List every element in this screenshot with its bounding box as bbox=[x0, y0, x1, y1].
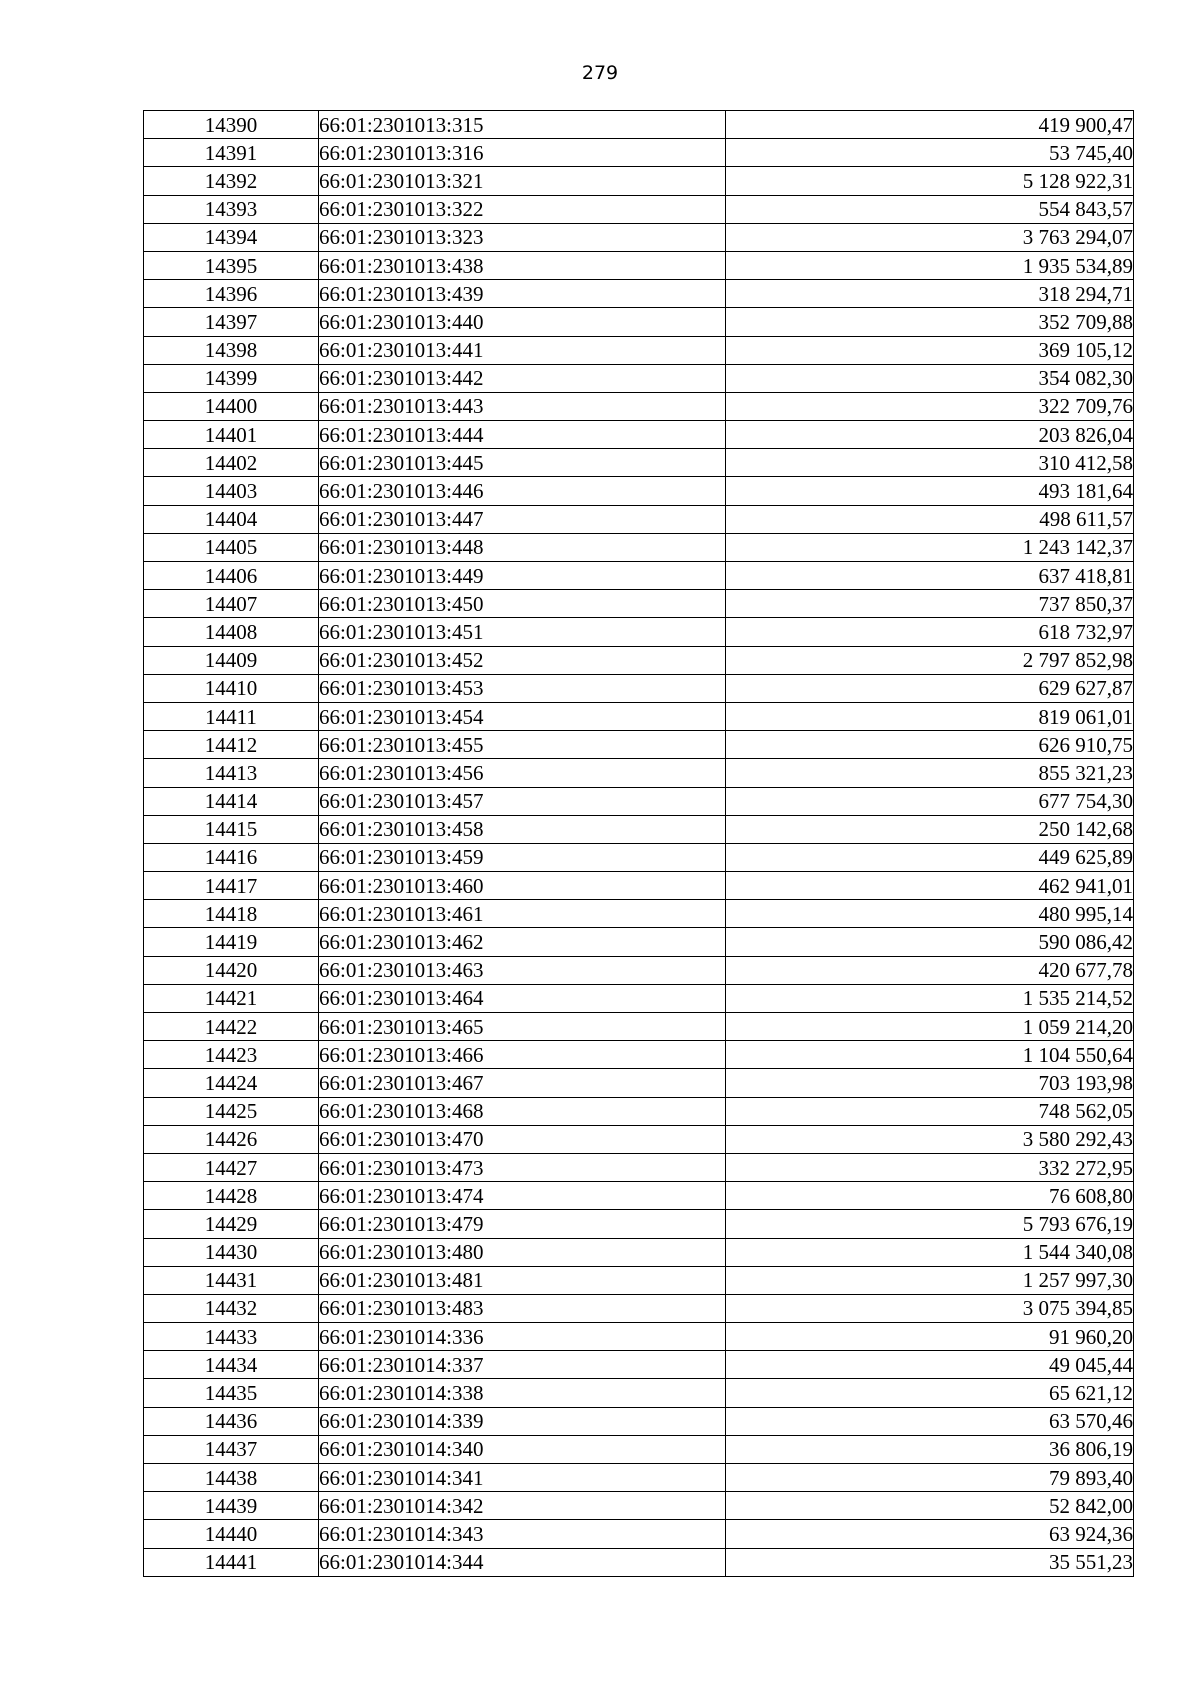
table-row bbox=[144, 477, 1134, 505]
cadastral-number-cell: 66:01:2301013:460 bbox=[319, 872, 726, 900]
cadastral-value-cell: 52 842,00 bbox=[726, 1492, 1134, 1520]
cadastral-value-cell: 91 960,20 bbox=[726, 1323, 1134, 1351]
cadastral-number-cell: 66:01:2301013:457 bbox=[319, 787, 726, 815]
cadastral-number-cell: 66:01:2301013:481 bbox=[319, 1266, 726, 1294]
table-row bbox=[144, 280, 1134, 308]
table-row bbox=[144, 618, 1134, 646]
row-number-cell: 14435 bbox=[144, 1379, 319, 1407]
cadastral-number-cell: 66:01:2301013:456 bbox=[319, 759, 726, 787]
cadastral-number-cell: 66:01:2301014:341 bbox=[319, 1464, 726, 1492]
row-number-cell: 14430 bbox=[144, 1238, 319, 1266]
cadastral-value-cell: 79 893,40 bbox=[726, 1464, 1134, 1492]
cadastral-value-cell: 1 544 340,08 bbox=[726, 1238, 1134, 1266]
cadastral-value-cell: 703 193,98 bbox=[726, 1069, 1134, 1097]
row-number-cell: 14421 bbox=[144, 984, 319, 1012]
row-number-cell: 14433 bbox=[144, 1323, 319, 1351]
cadastral-value-cell: 462 941,01 bbox=[726, 872, 1134, 900]
cadastral-number-cell: 66:01:2301013:454 bbox=[319, 702, 726, 730]
row-number-cell: 14394 bbox=[144, 223, 319, 251]
cadastral-number-cell: 66:01:2301013:465 bbox=[319, 1013, 726, 1041]
cadastral-number-cell: 66:01:2301014:344 bbox=[319, 1548, 726, 1576]
row-number-cell: 14404 bbox=[144, 505, 319, 533]
table-row bbox=[144, 731, 1134, 759]
table-row bbox=[144, 1182, 1134, 1210]
cadastral-value-cell: 63 924,36 bbox=[726, 1520, 1134, 1548]
row-number-cell: 14438 bbox=[144, 1464, 319, 1492]
table-row bbox=[144, 759, 1134, 787]
table-row bbox=[144, 674, 1134, 702]
cadastral-number-cell: 66:01:2301013:448 bbox=[319, 533, 726, 561]
row-number-cell: 14395 bbox=[144, 251, 319, 279]
table-row bbox=[144, 702, 1134, 730]
row-number-cell: 14437 bbox=[144, 1435, 319, 1463]
row-number-cell: 14411 bbox=[144, 702, 319, 730]
cadastral-value-cell: 5 793 676,19 bbox=[726, 1210, 1134, 1238]
cadastral-value-cell: 332 272,95 bbox=[726, 1153, 1134, 1181]
row-number-cell: 14414 bbox=[144, 787, 319, 815]
row-number-cell: 14406 bbox=[144, 562, 319, 590]
cadastral-number-cell: 66:01:2301013:467 bbox=[319, 1069, 726, 1097]
cadastral-number-cell: 66:01:2301014:340 bbox=[319, 1435, 726, 1463]
cadastral-value-cell: 449 625,89 bbox=[726, 843, 1134, 871]
row-number-cell: 14401 bbox=[144, 421, 319, 449]
cadastral-value-cell: 493 181,64 bbox=[726, 477, 1134, 505]
table-row bbox=[144, 449, 1134, 477]
row-number-cell: 14391 bbox=[144, 139, 319, 167]
cadastral-number-cell: 66:01:2301013:447 bbox=[319, 505, 726, 533]
row-number-cell: 14426 bbox=[144, 1125, 319, 1153]
cadastral-value-cell: 49 045,44 bbox=[726, 1351, 1134, 1379]
row-number-cell: 14392 bbox=[144, 167, 319, 195]
table-row bbox=[144, 1464, 1134, 1492]
row-number-cell: 14413 bbox=[144, 759, 319, 787]
row-number-cell: 14407 bbox=[144, 590, 319, 618]
cadastral-number-cell: 66:01:2301013:439 bbox=[319, 280, 726, 308]
table-row bbox=[144, 1266, 1134, 1294]
cadastral-number-cell: 66:01:2301013:470 bbox=[319, 1125, 726, 1153]
table-row bbox=[144, 1294, 1134, 1322]
row-number-cell: 14400 bbox=[144, 392, 319, 420]
row-number-cell: 14434 bbox=[144, 1351, 319, 1379]
cadastral-value-cell: 354 082,30 bbox=[726, 364, 1134, 392]
table-row bbox=[144, 1125, 1134, 1153]
table-row bbox=[144, 956, 1134, 984]
cadastral-value-cell: 352 709,88 bbox=[726, 308, 1134, 336]
cadastral-number-cell: 66:01:2301013:468 bbox=[319, 1097, 726, 1125]
row-number-cell: 14393 bbox=[144, 195, 319, 223]
cadastral-value-cell: 35 551,23 bbox=[726, 1548, 1134, 1576]
cadastral-value-cell: 618 732,97 bbox=[726, 618, 1134, 646]
row-number-cell: 14424 bbox=[144, 1069, 319, 1097]
cadastral-value-cell: 677 754,30 bbox=[726, 787, 1134, 815]
cadastral-number-cell: 66:01:2301013:459 bbox=[319, 843, 726, 871]
row-number-cell: 14416 bbox=[144, 843, 319, 871]
table-row bbox=[144, 336, 1134, 364]
row-number-cell: 14429 bbox=[144, 1210, 319, 1238]
cadastral-number-cell: 66:01:2301013:315 bbox=[319, 111, 726, 139]
table-row bbox=[144, 1435, 1134, 1463]
cadastral-number-cell: 66:01:2301014:343 bbox=[319, 1520, 726, 1548]
table-row bbox=[144, 421, 1134, 449]
table-row bbox=[144, 167, 1134, 195]
table-row bbox=[144, 1548, 1134, 1576]
cadastral-value-cell: 480 995,14 bbox=[726, 900, 1134, 928]
table-body bbox=[144, 111, 1134, 1577]
cadastral-number-cell: 66:01:2301013:474 bbox=[319, 1182, 726, 1210]
cadastral-value-cell: 310 412,58 bbox=[726, 449, 1134, 477]
cadastral-number-cell: 66:01:2301013:473 bbox=[319, 1153, 726, 1181]
row-number-cell: 14398 bbox=[144, 336, 319, 364]
table-row bbox=[144, 139, 1134, 167]
cadastral-number-cell: 66:01:2301013:321 bbox=[319, 167, 726, 195]
table-row bbox=[144, 392, 1134, 420]
cadastral-value-cell: 3 580 292,43 bbox=[726, 1125, 1134, 1153]
table-row bbox=[144, 1520, 1134, 1548]
cadastral-number-cell: 66:01:2301013:440 bbox=[319, 308, 726, 336]
cadastral-number-cell: 66:01:2301013:449 bbox=[319, 562, 726, 590]
row-number-cell: 14396 bbox=[144, 280, 319, 308]
cadastral-number-cell: 66:01:2301013:480 bbox=[319, 1238, 726, 1266]
cadastral-number-cell: 66:01:2301013:453 bbox=[319, 674, 726, 702]
cadastral-value-cell: 3 763 294,07 bbox=[726, 223, 1134, 251]
cadastral-number-cell: 66:01:2301013:452 bbox=[319, 646, 726, 674]
cadastral-number-cell: 66:01:2301014:339 bbox=[319, 1407, 726, 1435]
row-number-cell: 14418 bbox=[144, 900, 319, 928]
table-row bbox=[144, 928, 1134, 956]
row-number-cell: 14425 bbox=[144, 1097, 319, 1125]
cadastral-value-cell: 629 627,87 bbox=[726, 674, 1134, 702]
cadastral-value-cell: 36 806,19 bbox=[726, 1435, 1134, 1463]
table-row bbox=[144, 900, 1134, 928]
row-number-cell: 14428 bbox=[144, 1182, 319, 1210]
cadastral-value-cell: 63 570,46 bbox=[726, 1407, 1134, 1435]
cadastral-value-cell: 737 850,37 bbox=[726, 590, 1134, 618]
cadastral-number-cell: 66:01:2301013:443 bbox=[319, 392, 726, 420]
row-number-cell: 14390 bbox=[144, 111, 319, 139]
cadastral-number-cell: 66:01:2301013:483 bbox=[319, 1294, 726, 1322]
row-number-cell: 14409 bbox=[144, 646, 319, 674]
cadastral-number-cell: 66:01:2301013:461 bbox=[319, 900, 726, 928]
cadastral-value-cell: 2 797 852,98 bbox=[726, 646, 1134, 674]
cadastral-value-cell: 748 562,05 bbox=[726, 1097, 1134, 1125]
table-row bbox=[144, 815, 1134, 843]
cadastral-number-cell: 66:01:2301013:451 bbox=[319, 618, 726, 646]
cadastral-value-cell: 203 826,04 bbox=[726, 421, 1134, 449]
cadastral-value-cell: 1 535 214,52 bbox=[726, 984, 1134, 1012]
cadastral-value-cell: 322 709,76 bbox=[726, 392, 1134, 420]
table-row bbox=[144, 1210, 1134, 1238]
cadastral-number-cell: 66:01:2301013:464 bbox=[319, 984, 726, 1012]
cadastral-value-cell: 5 128 922,31 bbox=[726, 167, 1134, 195]
cadastral-value-cell: 65 621,12 bbox=[726, 1379, 1134, 1407]
table-row bbox=[144, 1351, 1134, 1379]
table-row bbox=[144, 1407, 1134, 1435]
table-row bbox=[144, 1013, 1134, 1041]
table-row bbox=[144, 111, 1134, 139]
table-row bbox=[144, 1238, 1134, 1266]
table-row bbox=[144, 1097, 1134, 1125]
table-row bbox=[144, 1153, 1134, 1181]
cadastral-value-cell: 318 294,71 bbox=[726, 280, 1134, 308]
cadastral-number-cell: 66:01:2301013:462 bbox=[319, 928, 726, 956]
row-number-cell: 14439 bbox=[144, 1492, 319, 1520]
row-number-cell: 14412 bbox=[144, 731, 319, 759]
cadastral-number-cell: 66:01:2301013:322 bbox=[319, 195, 726, 223]
table-row bbox=[144, 872, 1134, 900]
table-row bbox=[144, 1323, 1134, 1351]
table-row bbox=[144, 251, 1134, 279]
cadastral-value-table bbox=[143, 110, 1134, 1577]
cadastral-number-cell: 66:01:2301013:316 bbox=[319, 139, 726, 167]
cadastral-value-cell: 419 900,47 bbox=[726, 111, 1134, 139]
cadastral-number-cell: 66:01:2301014:342 bbox=[319, 1492, 726, 1520]
row-number-cell: 14399 bbox=[144, 364, 319, 392]
table-row bbox=[144, 1379, 1134, 1407]
row-number-cell: 14423 bbox=[144, 1041, 319, 1069]
cadastral-value-cell: 626 910,75 bbox=[726, 731, 1134, 759]
cadastral-number-cell: 66:01:2301013:466 bbox=[319, 1041, 726, 1069]
cadastral-number-cell: 66:01:2301013:438 bbox=[319, 251, 726, 279]
cadastral-value-cell: 554 843,57 bbox=[726, 195, 1134, 223]
cadastral-value-cell: 1 935 534,89 bbox=[726, 251, 1134, 279]
row-number-cell: 14436 bbox=[144, 1407, 319, 1435]
row-number-cell: 14402 bbox=[144, 449, 319, 477]
page-number: 279 bbox=[581, 62, 619, 84]
row-number-cell: 14408 bbox=[144, 618, 319, 646]
cadastral-number-cell: 66:01:2301013:463 bbox=[319, 956, 726, 984]
row-number-cell: 14397 bbox=[144, 308, 319, 336]
row-number-cell: 14419 bbox=[144, 928, 319, 956]
row-number-cell: 14427 bbox=[144, 1153, 319, 1181]
row-number-cell: 14440 bbox=[144, 1520, 319, 1548]
cadastral-number-cell: 66:01:2301014:337 bbox=[319, 1351, 726, 1379]
cadastral-value-cell: 53 745,40 bbox=[726, 139, 1134, 167]
table-row bbox=[144, 787, 1134, 815]
table-row bbox=[144, 505, 1134, 533]
cadastral-number-cell: 66:01:2301013:455 bbox=[319, 731, 726, 759]
cadastral-number-cell: 66:01:2301013:445 bbox=[319, 449, 726, 477]
cadastral-number-cell: 66:01:2301013:450 bbox=[319, 590, 726, 618]
row-number-cell: 14405 bbox=[144, 533, 319, 561]
table-row bbox=[144, 223, 1134, 251]
cadastral-number-cell: 66:01:2301013:458 bbox=[319, 815, 726, 843]
cadastral-value-cell: 420 677,78 bbox=[726, 956, 1134, 984]
cadastral-number-cell: 66:01:2301013:442 bbox=[319, 364, 726, 392]
row-number-cell: 14417 bbox=[144, 872, 319, 900]
cadastral-value-cell: 369 105,12 bbox=[726, 336, 1134, 364]
table-row bbox=[144, 308, 1134, 336]
row-number-cell: 14431 bbox=[144, 1266, 319, 1294]
table-row bbox=[144, 1069, 1134, 1097]
cadastral-value-cell: 590 086,42 bbox=[726, 928, 1134, 956]
cadastral-value-cell: 76 608,80 bbox=[726, 1182, 1134, 1210]
cadastral-number-cell: 66:01:2301013:446 bbox=[319, 477, 726, 505]
row-number-cell: 14441 bbox=[144, 1548, 319, 1576]
cadastral-value-cell: 819 061,01 bbox=[726, 702, 1134, 730]
row-number-cell: 14432 bbox=[144, 1294, 319, 1322]
table-row bbox=[144, 1041, 1134, 1069]
cadastral-value-cell: 498 611,57 bbox=[726, 505, 1134, 533]
cadastral-value-cell: 637 418,81 bbox=[726, 562, 1134, 590]
cadastral-number-cell: 66:01:2301013:441 bbox=[319, 336, 726, 364]
cadastral-number-cell: 66:01:2301013:444 bbox=[319, 421, 726, 449]
row-number-cell: 14422 bbox=[144, 1013, 319, 1041]
cadastral-number-cell: 66:01:2301014:336 bbox=[319, 1323, 726, 1351]
cadastral-value-cell: 1 257 997,30 bbox=[726, 1266, 1134, 1294]
table-row bbox=[144, 533, 1134, 561]
table-row bbox=[144, 984, 1134, 1012]
row-number-cell: 14410 bbox=[144, 674, 319, 702]
table-row bbox=[144, 364, 1134, 392]
cadastral-value-cell: 250 142,68 bbox=[726, 815, 1134, 843]
cadastral-number-cell: 66:01:2301013:323 bbox=[319, 223, 726, 251]
cadastral-number-cell: 66:01:2301014:338 bbox=[319, 1379, 726, 1407]
cadastral-value-cell: 855 321,23 bbox=[726, 759, 1134, 787]
row-number-cell: 14420 bbox=[144, 956, 319, 984]
cadastral-number-cell: 66:01:2301013:479 bbox=[319, 1210, 726, 1238]
row-number-cell: 14403 bbox=[144, 477, 319, 505]
table-row bbox=[144, 646, 1134, 674]
cadastral-value-cell: 3 075 394,85 bbox=[726, 1294, 1134, 1322]
cadastral-value-cell: 1 243 142,37 bbox=[726, 533, 1134, 561]
row-number-cell: 14415 bbox=[144, 815, 319, 843]
cadastral-value-cell: 1 059 214,20 bbox=[726, 1013, 1134, 1041]
table-row bbox=[144, 1492, 1134, 1520]
table-row bbox=[144, 843, 1134, 871]
table-row bbox=[144, 562, 1134, 590]
cadastral-value-cell: 1 104 550,64 bbox=[726, 1041, 1134, 1069]
table-row bbox=[144, 590, 1134, 618]
table-row bbox=[144, 195, 1134, 223]
